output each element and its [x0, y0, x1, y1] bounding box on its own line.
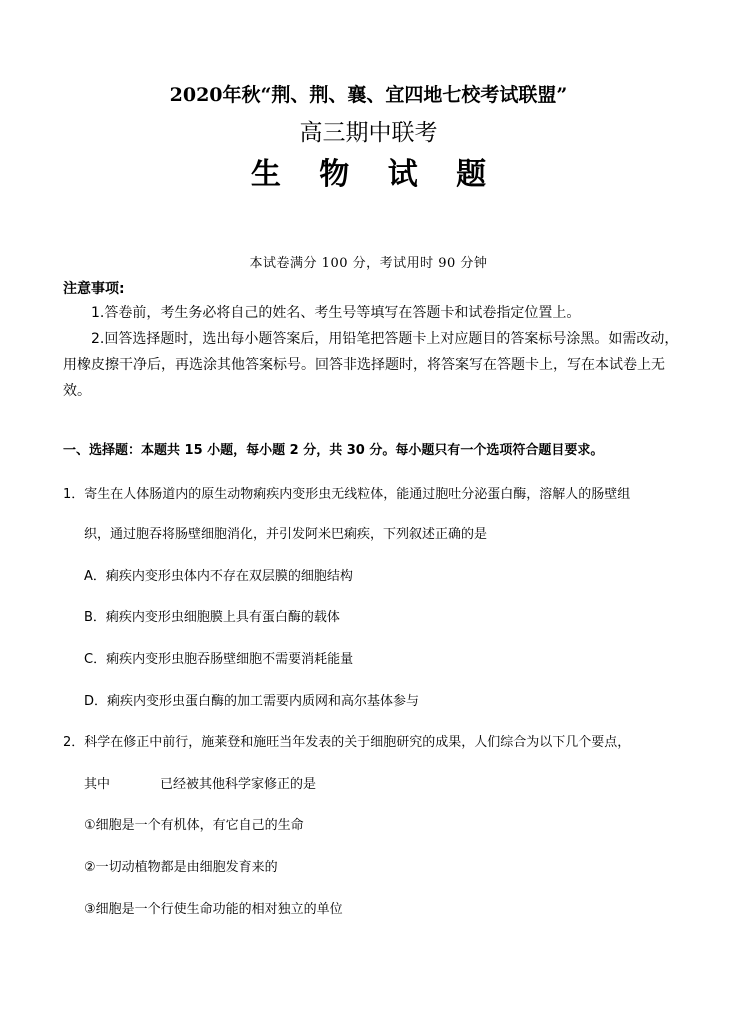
question-1-option-d: D．痢疾内变形虫蛋白酶的加工需要内质网和高尔基体参与	[84, 694, 420, 709]
question-2-stem-line-1: 2．科学在修正中前行，施莱登和施旺当年发表的关于细胞研究的成果，人们综合为以下几个要点，	[63, 735, 631, 750]
notice-item-2-line-1: 2.回答选择题时，选出每小题答案后，用铅笔把答题卡上对应题目的答案标号涂黑。如需改动，	[91, 331, 679, 347]
section-heading: 一、选择题：本题共 15 小题，每小题 2 分，共 30 分。每小题只有一个选项符合题目要求。	[63, 443, 604, 458]
question-2-stem-line-2	[84, 778, 316, 791]
question-1-stem-line-2: 织，通过胞吞将肠壁细胞消化，并引发阿米巴痢疾，下列叙述正确的是	[84, 527, 488, 542]
notice-item-1: 1.答卷前，考生务必将自己的姓名、考生号等填写在答题卡和试卷指定位置上。	[91, 305, 581, 321]
question-2-stem-line-2-part-1: 其中	[84, 777, 111, 792]
question-2-point-3: ③细胞是一个行使生命功能的相对独立的单位	[84, 902, 343, 917]
question-2-point-1: ①细胞是一个有机体，有它自己的生命	[84, 818, 304, 833]
question-2-point-2: ②一切动植物都是由细胞发育来的	[84, 860, 278, 875]
question-1-option-b: B．痢疾内变形虫细胞膜上具有蛋白酶的载体	[84, 610, 340, 625]
notice-item-2-line-2: 用橡皮擦干净后，再选涂其他答案标号。回答非选择题时，将答案写在答题卡上，写在本试卷上无	[63, 357, 665, 373]
subject-title: 生 物 试 题	[250, 157, 501, 192]
question-2-stem-line-2-part-2: 已经被其他科学家修正的是	[160, 777, 317, 792]
question-1-option-c: C．痢疾内变形虫胞吞肠壁细胞不需要消耗能量	[84, 652, 354, 667]
notice-item-2-line-3: 效。	[63, 383, 91, 399]
league-title: 2020年秋“荆、荆、襄、宜四地七校考试联盟”	[169, 84, 568, 106]
exam-info: 本试卷满分 100 分，考试用时 90 分钟	[249, 256, 488, 271]
exam-subtitle: 高三期中联考	[299, 120, 438, 146]
question-1-option-a: A．痢疾内变形虫体内不存在双层膜的细胞结构	[84, 569, 353, 584]
question-1-stem-line-1: 1．寄生在人体肠道内的原生动物痢疾内变形虫无线粒体，能通过胞吐分泌蛋白酶，溶解人的肠壁组	[63, 487, 631, 502]
notice-heading: 注意事项:	[63, 281, 125, 297]
